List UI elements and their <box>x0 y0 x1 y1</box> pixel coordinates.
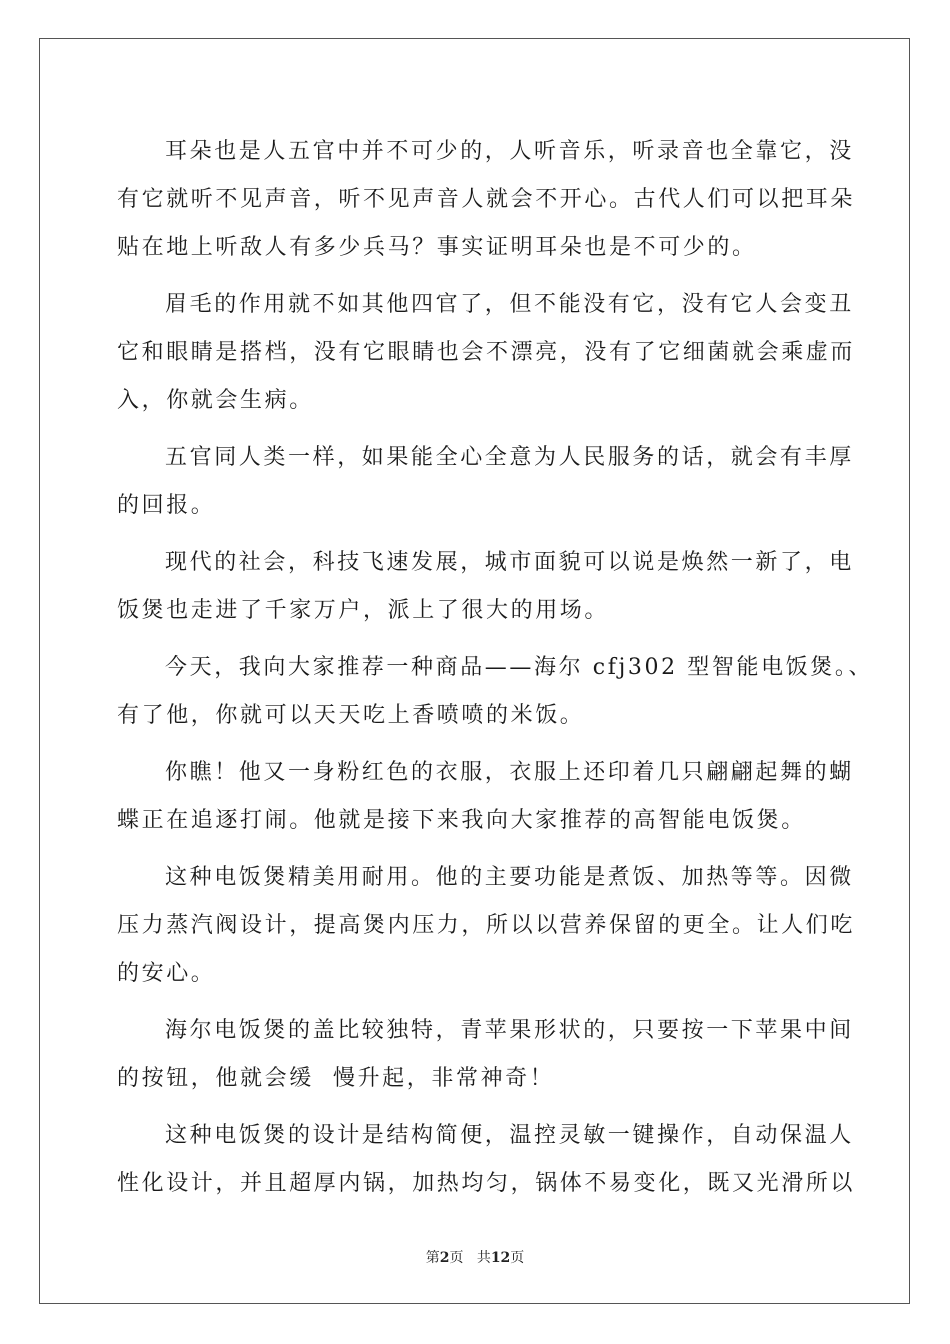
paragraph-appearance <box>117 749 854 845</box>
text-line: 饭煲也走进了千家万户，派上了很大的用场。 <box>117 598 610 623</box>
text-line: 你瞧！他又一身粉红色的衣服，衣服上还印着几只翩翩起舞的蝴 <box>165 760 854 785</box>
text-line: 海尔电饭煲的盖比较独特，青苹果形状的，只要按一下苹果中间 <box>165 1018 854 1043</box>
footer-page-suffix: 页 <box>449 1250 464 1266</box>
text-line: 压力蒸汽阀设计，提高煲内压力，所以以营养保留的更全。让人们吃 <box>117 913 856 938</box>
total-pages-number: 12 <box>490 1250 511 1266</box>
paragraph-five-senses <box>117 434 854 530</box>
text-line: 这种电饭煲的设计是结构简便，温控灵敏一键操作，自动保温人 <box>165 1123 854 1148</box>
text-line: 这种电饭煲精美用耐用。他的主要功能是煮饭、加热等等。因微 <box>165 865 854 890</box>
text-line: 耳朵也是人五官中并不可少的，人听音乐，听录音也全靠它，没 <box>165 139 854 164</box>
text-line: 蝶正在追逐打闹。他就是接下来我向大家推荐的高智能电饭煲。 <box>117 808 806 833</box>
text-line: 五官同人类一样，如果能全心全意为人民服务的话，就会有丰厚 <box>165 445 854 470</box>
text-line: 的安心。 <box>117 961 216 986</box>
paragraph-recommendation <box>117 644 874 740</box>
paragraph-functions <box>117 854 856 998</box>
text-line: 有它就听不见声音，听不见声音人就会不开心。古代人们可以把耳朵 <box>117 187 856 212</box>
paragraph-ears <box>117 128 856 272</box>
document-body <box>117 128 874 1208</box>
text-line: 有了他，你就可以天天吃上香喷喷的米饭。 <box>117 703 585 728</box>
text-line: 的按钮，他就会缓 慢升起，非常神奇！ <box>117 1066 555 1091</box>
text-line: 贴在地上听敌人有多少兵马？事实证明耳朵也是不可少的。 <box>117 235 757 260</box>
page-footer <box>0 1247 950 1267</box>
paragraph-lid <box>117 1007 854 1103</box>
paragraph-design <box>117 1112 856 1208</box>
text-line: 今天，我向大家推荐一种商品——海尔 cfj302 型智能电饭煲。、 <box>165 655 874 680</box>
text-line: 它和眼睛是搭档，没有它眼睛也会不漂亮，没有了它细菌就会乘虚而 <box>117 340 856 365</box>
footer-total-suffix: 页 <box>510 1250 525 1266</box>
text-line: 现代的社会，科技飞速发展，城市面貌可以说是焕然一新了，电 <box>165 550 854 575</box>
current-page-number: 2 <box>439 1250 450 1266</box>
footer-total-prefix: 共 <box>476 1250 491 1266</box>
text-line: 的回报。 <box>117 493 216 518</box>
paragraph-modern-society <box>117 539 854 635</box>
text-line: 入，你就会生病。 <box>117 388 314 413</box>
text-line: 眉毛的作用就不如其他四官了，但不能没有它，没有它人会变丑 <box>165 292 854 317</box>
paragraph-eyebrows <box>117 281 856 425</box>
footer-prefix: 第 <box>425 1250 440 1266</box>
text-line: 性化设计，并且超厚内锅，加热均匀，锅体不易变化，既又光滑所以 <box>117 1171 856 1196</box>
